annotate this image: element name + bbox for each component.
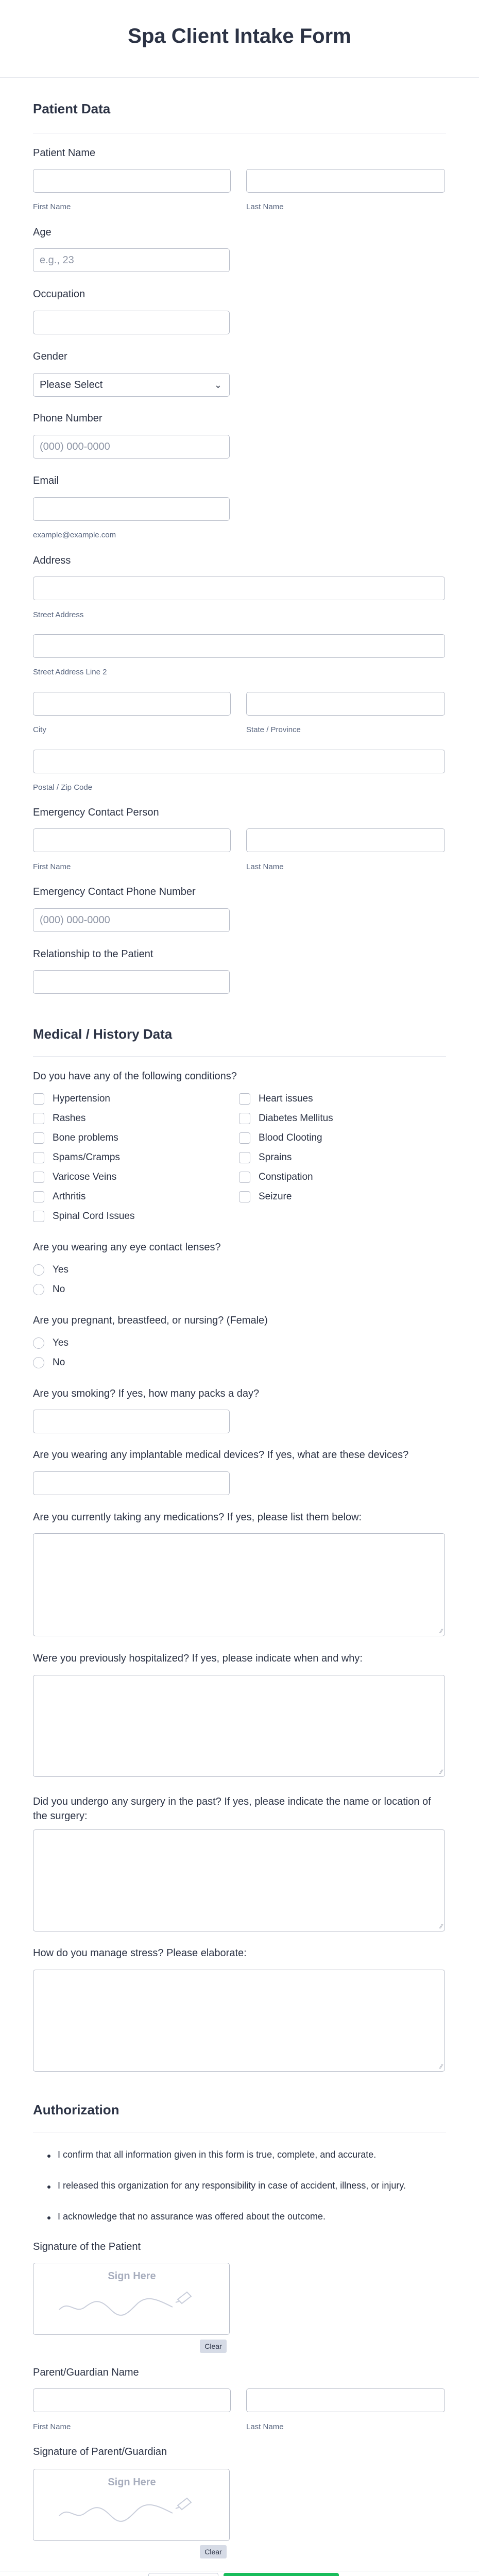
medications-textarea[interactable] (33, 1533, 445, 1636)
section-title-medical: Medical / History Data (33, 1026, 173, 1042)
patient-last-name-input[interactable] (246, 169, 445, 193)
signature-patient-pad[interactable] (33, 2263, 230, 2335)
condition-label: Constipation (259, 1172, 313, 1182)
bullet-icon (47, 2185, 50, 2189)
section-title-authorization: Authorization (33, 2102, 119, 2117)
emergency-last-name-input[interactable] (246, 828, 445, 852)
conditions-label: Do you have any of the following conditions? (33, 1071, 237, 1082)
sign-here-text: Sign Here (108, 2477, 156, 2488)
radio-lenses-yes[interactable] (33, 1264, 44, 1276)
signature-scribble-icon (54, 2485, 209, 2526)
print-form-button[interactable] (148, 2573, 218, 2576)
street-address-sublabel: Street Address (33, 611, 84, 619)
implant-input[interactable] (33, 1471, 230, 1495)
checkbox-constipation[interactable] (239, 1172, 250, 1183)
street-address-line2-input[interactable] (33, 634, 445, 658)
condition-label: Heart issues (259, 1093, 313, 1104)
emergency-contact-label: Emergency Contact Person (33, 807, 159, 818)
age-input[interactable]: e.g., 23 (33, 248, 230, 272)
sign-here-text: Sign Here (108, 2270, 156, 2282)
condition-label: Diabetes Mellitus (259, 1113, 333, 1124)
checkbox-bone-problems[interactable] (33, 1132, 44, 1144)
email-label: Email (33, 475, 59, 486)
emergency-phone-label: Emergency Contact Phone Number (33, 886, 196, 897)
condition-label: Seizure (259, 1191, 292, 1202)
auth-statement: I acknowledge that no assurance was offered about the outcome. (58, 2211, 326, 2222)
signature-guardian-pad[interactable] (33, 2469, 230, 2541)
condition-label: Rashes (53, 1113, 86, 1124)
hospital-textarea[interactable] (33, 1675, 445, 1777)
street-address-line2-sublabel: Street Address Line 2 (33, 668, 107, 676)
age-label: Age (33, 227, 52, 238)
guardian-last-name-input[interactable] (246, 2388, 445, 2412)
stress-label: How do you manage stress? Please elaborate: (33, 1947, 247, 1959)
section-title-patient: Patient Data (33, 101, 111, 116)
condition-label: Spams/Cramps (53, 1152, 120, 1163)
clear-signature-patient-button[interactable]: Clear (200, 2340, 227, 2353)
smoking-input[interactable] (33, 1410, 230, 1433)
patient-name-label: Patient Name (33, 147, 96, 159)
signature-patient-label: Signature of the Patient (33, 2241, 141, 2252)
bullet-icon (47, 2155, 50, 2158)
last-name-sublabel: Last Name (246, 202, 284, 211)
checkbox-rashes[interactable] (33, 1113, 44, 1124)
condition-label: Bone problems (53, 1132, 118, 1143)
checkbox-spams-cramps[interactable] (33, 1152, 44, 1163)
clear-signature-guardian-button[interactable]: Clear (200, 2545, 227, 2558)
emergency-last-sublabel: Last Name (246, 862, 284, 871)
radio-label: No (53, 1284, 65, 1295)
signature-guardian-label: Signature of Parent/Guardian (33, 2446, 167, 2458)
radio-pregnant-no[interactable] (33, 1357, 44, 1368)
medications-label: Are you currently taking any medications? If yes, please list them below: (33, 1512, 362, 1523)
checkbox-hypertension[interactable] (33, 1093, 44, 1105)
bullet-icon (47, 2216, 50, 2219)
checkbox-diabetes-mellitus[interactable] (239, 1113, 250, 1124)
relationship-input[interactable] (33, 970, 230, 994)
surgery-textarea[interactable] (33, 1829, 445, 1931)
gender-select-value: Please Select (40, 379, 103, 391)
condition-label: Varicose Veins (53, 1172, 117, 1182)
checkbox-sprains[interactable] (239, 1152, 250, 1163)
section-divider (33, 1056, 446, 1057)
form-title: Spa Client Intake Form (128, 25, 351, 47)
auth-statement: I released this organization for any responsibility in case of accident, illness, or injury. (58, 2180, 406, 2191)
radio-label: No (53, 1357, 65, 1368)
gender-select[interactable] (33, 373, 230, 397)
checkbox-blood-clooting[interactable] (239, 1132, 250, 1144)
radio-lenses-no[interactable] (33, 1284, 44, 1295)
condition-label: Arthritis (53, 1191, 86, 1202)
guardian-first-sublabel: First Name (33, 2422, 71, 2431)
hospital-label: Were you previously hospitalized? If yes, please indicate when and why: (33, 1653, 363, 1664)
relationship-label: Relationship to the Patient (33, 948, 153, 960)
checkbox-spinal-cord-issues[interactable] (33, 1211, 44, 1222)
auth-statement: I confirm that all information given in this form is true, complete, and accurate. (58, 2149, 377, 2160)
resize-grip-icon[interactable]: ∕∕ (440, 1923, 442, 1930)
guardian-first-name-input[interactable] (33, 2388, 231, 2412)
postal-sublabel: Postal / Zip Code (33, 783, 93, 792)
email-input[interactable] (33, 497, 230, 521)
implant-label: Are you wearing any implantable medical devices? If yes, what are these devices? (33, 1449, 409, 1461)
condition-label: Hypertension (53, 1093, 110, 1104)
surgery-label: Did you undergo any surgery in the past? If yes, please indicate the name or location of the surgery: (33, 1796, 431, 1822)
emergency-first-name-input[interactable] (33, 828, 231, 852)
radio-label: Yes (53, 1337, 69, 1348)
city-input[interactable] (33, 692, 231, 716)
patient-first-name-input[interactable] (33, 169, 231, 193)
state-sublabel: State / Province (246, 725, 301, 734)
condition-label: Spinal Cord Issues (53, 1211, 135, 1222)
checkbox-varicose-veins[interactable] (33, 1172, 44, 1183)
pregnant-label: Are you pregnant, breastfeed, or nursing? (Female) (33, 1315, 268, 1326)
state-input[interactable] (246, 692, 445, 716)
address-label: Address (33, 555, 71, 566)
form-header (0, 0, 479, 78)
condition-label: Sprains (259, 1152, 292, 1163)
street-address-input[interactable] (33, 577, 445, 600)
radio-pregnant-yes[interactable] (33, 1337, 44, 1349)
condition-label: Blood Clooting (259, 1132, 322, 1143)
gender-label: Gender (33, 351, 67, 362)
phone-input[interactable]: (000) 000-0000 (33, 435, 230, 459)
resize-grip-icon[interactable]: ∕∕ (440, 1768, 442, 1775)
city-sublabel: City (33, 725, 46, 734)
postal-input[interactable] (33, 750, 445, 773)
resize-grip-icon[interactable]: ∕∕ (440, 1628, 442, 1635)
signature-scribble-icon (54, 2279, 209, 2320)
smoking-label: Are you smoking? If yes, how many packs a day? (33, 1388, 260, 1399)
guardian-name-label: Parent/Guardian Name (33, 2367, 139, 2378)
checkbox-seizure[interactable] (239, 1191, 250, 1202)
chevron-down-icon: ⌄ (214, 380, 222, 390)
email-hint: example@example.com (33, 531, 116, 539)
phone-label: Phone Number (33, 413, 102, 424)
radio-label: Yes (53, 1264, 69, 1275)
emergency-phone-input[interactable]: (000) 000-0000 (33, 908, 230, 932)
guardian-last-sublabel: Last Name (246, 2422, 284, 2431)
resize-grip-icon[interactable]: ∕∕ (440, 2063, 442, 2070)
submit-button[interactable] (224, 2573, 339, 2576)
checkbox-arthritis[interactable] (33, 1191, 44, 1202)
emergency-first-sublabel: First Name (33, 862, 71, 871)
occupation-label: Occupation (33, 289, 85, 300)
checkbox-heart-issues[interactable] (239, 1093, 250, 1105)
occupation-input[interactable] (33, 311, 230, 334)
first-name-sublabel: First Name (33, 202, 71, 211)
lenses-label: Are you wearing any eye contact lenses? (33, 1242, 221, 1253)
stress-textarea[interactable] (33, 1970, 445, 2072)
